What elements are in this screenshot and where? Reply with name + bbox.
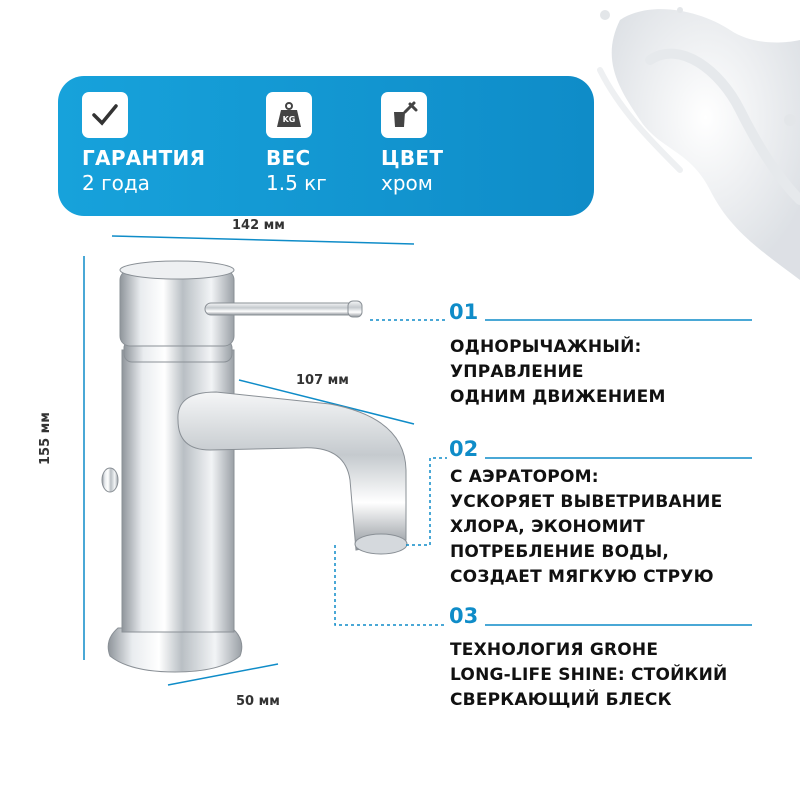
faucet-top-cap <box>120 261 234 279</box>
feature-number: 01 <box>449 300 479 324</box>
leader-line-02 <box>406 458 447 545</box>
leader-line-03 <box>335 545 447 625</box>
feature-text: С АЭРАТОРОМ: УСКОРЯЕТ ВЫВЕТРИВАНИЕ ХЛОРА, ЭКОНОМИТ ПОТРЕБЛЕНИЕ ВОДЫ, СОЗДАЕТ МЯГКУЮ СТРУЮ <box>450 467 723 587</box>
feature-text: ОДНОРЫЧАЖНЫЙ: УПРАВЛЕНИЕ ОДНИМ ДВИЖЕНИЕМ <box>450 337 666 407</box>
feature-text: ТЕХНОЛОГИЯ GROHE LONG-LIFE SHINE: СТОЙКИЙ СВЕРКАЮЩИЙ БЛЕСК <box>450 640 728 710</box>
dim-label-width-top: 142 мм <box>232 218 285 233</box>
weight-icon-label: KG <box>282 115 296 124</box>
dim-label-base: 50 мм <box>236 694 280 709</box>
spec-title: ГАРАНТИЯ <box>82 146 206 170</box>
spec-title: ЦВЕТ <box>381 146 444 170</box>
spec-value: хром <box>381 171 433 195</box>
spec-title: ВЕС <box>266 146 311 170</box>
aerator <box>355 534 407 554</box>
faucet-lever <box>205 303 355 315</box>
spec-value: 1.5 кг <box>266 171 327 195</box>
drain-knob <box>102 468 118 492</box>
faucet-base <box>108 628 242 672</box>
dim-label-height: 155 мм <box>38 412 53 465</box>
dim-line-width-top <box>112 236 414 244</box>
spec-value: 2 года <box>82 171 150 195</box>
dim-label-spout: 107 мм <box>296 373 349 388</box>
feature-number: 02 <box>449 437 479 461</box>
lever-tip <box>348 301 362 317</box>
feature-number: 03 <box>449 604 479 628</box>
